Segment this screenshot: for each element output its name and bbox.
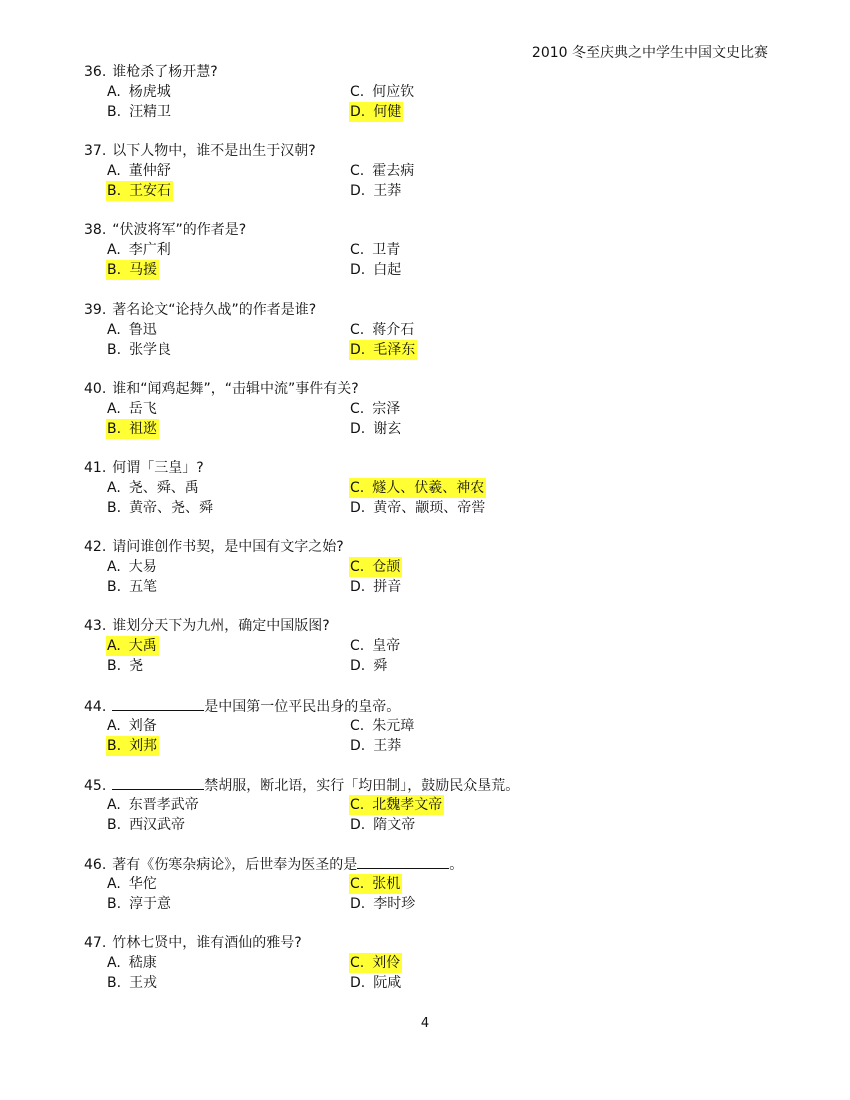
option-text: 霍去病 — [372, 163, 415, 180]
option-letter: D. — [350, 341, 366, 358]
option-text: 大易 — [128, 559, 157, 576]
answer-option — [106, 953, 159, 973]
option-row — [84, 815, 784, 835]
option-letter: D. — [350, 183, 366, 200]
question-prompt-tail: 禁胡服，断北语，实行「均田制」，鼓励民众垦荒。 — [204, 777, 520, 794]
question-number: 36. — [84, 64, 107, 80]
option-letter: D. — [350, 816, 366, 833]
option-text: 蒋介石 — [372, 321, 415, 338]
option-letter: C. — [350, 400, 365, 417]
option-letter: A. — [107, 479, 121, 496]
answer-option — [106, 815, 187, 835]
option-text: 刘备 — [128, 717, 157, 734]
option-row — [84, 953, 784, 973]
option-text: 北魏孝文帝 — [372, 796, 443, 813]
question-47 — [84, 933, 784, 1012]
answer-option — [106, 161, 173, 181]
option-row — [84, 557, 784, 577]
question-prompt: 何谓「三皇」? — [112, 459, 204, 476]
option-letter: D. — [350, 420, 366, 437]
answer-option-correct — [106, 260, 159, 280]
fill-in-blank — [112, 696, 204, 711]
option-text: 仓颉 — [372, 559, 401, 576]
answer-option — [106, 795, 201, 815]
option-text: 华佗 — [128, 875, 157, 892]
question-prompt: 谁和“闻鸡起舞”，“击辑中流”事件有关? — [112, 380, 359, 397]
question-text — [84, 696, 784, 716]
option-text: 大禹 — [128, 638, 157, 655]
option-letter: C. — [350, 796, 365, 813]
answer-option — [349, 240, 402, 260]
answer-option — [349, 716, 416, 736]
option-letter: A. — [107, 717, 121, 734]
answer-option — [349, 736, 403, 756]
option-text: 王安石 — [129, 183, 172, 200]
answer-option — [349, 815, 417, 835]
option-text: 隋文帝 — [373, 816, 416, 833]
answer-option — [106, 102, 173, 122]
option-row — [84, 419, 784, 439]
option-text: 宗泽 — [372, 400, 401, 417]
answer-option-correct — [349, 557, 402, 577]
answer-option-correct — [106, 736, 159, 756]
option-letter: B. — [107, 341, 122, 358]
option-row — [84, 82, 784, 102]
option-text: 黄帝、尧、舜 — [129, 499, 214, 516]
option-text: 祖逖 — [129, 420, 158, 437]
option-letter: B. — [107, 975, 122, 992]
option-letter: C. — [350, 559, 365, 576]
option-text: 汪精卫 — [129, 104, 172, 120]
option-row — [84, 320, 784, 340]
answer-option — [106, 498, 215, 518]
question-46 — [84, 854, 784, 933]
answer-option — [106, 399, 159, 419]
fill-in-blank — [357, 854, 449, 869]
option-letter: B. — [107, 104, 122, 120]
option-text: 王莽 — [373, 183, 402, 200]
question-45 — [84, 775, 784, 854]
answer-option — [106, 320, 159, 340]
answer-option-correct — [349, 795, 444, 815]
option-letter: D. — [350, 262, 366, 279]
question-prompt: 谁划分天下为九州，确定中国版图? — [112, 618, 330, 635]
option-letter: A. — [107, 242, 121, 259]
option-letter: C. — [350, 321, 365, 338]
question-number: 47. — [84, 935, 107, 952]
question-43 — [84, 616, 784, 695]
question-number: 37. — [84, 143, 107, 160]
option-text: 刘伶 — [372, 955, 401, 972]
question-text — [84, 537, 784, 557]
option-text: 鲁迅 — [128, 321, 157, 338]
question-text — [84, 379, 784, 399]
option-row — [84, 181, 784, 201]
question-text — [84, 616, 784, 636]
option-text: 李时珍 — [373, 895, 416, 912]
option-text: 张机 — [372, 875, 401, 892]
answer-option — [349, 419, 403, 439]
fill-in-blank — [112, 775, 204, 790]
option-text: 西汉武帝 — [129, 816, 186, 833]
option-text: 李广利 — [128, 242, 171, 259]
question-prompt: 著名论文“论持久战”的作者是谁? — [112, 301, 317, 318]
question-text — [84, 775, 784, 795]
answer-option-correct — [349, 340, 417, 360]
question-number: 43. — [84, 618, 107, 635]
question-number: 41. — [84, 459, 107, 476]
option-text: 朱元璋 — [372, 717, 415, 734]
answer-option — [106, 82, 173, 102]
option-letter: A. — [107, 796, 121, 813]
option-letter: B. — [107, 420, 122, 437]
question-prompt: 竹林七贤中，谁有酒仙的雅号? — [112, 935, 302, 952]
option-letter: C. — [350, 242, 365, 259]
question-text — [84, 220, 784, 240]
option-letter: D. — [350, 737, 366, 754]
option-text: 马援 — [129, 262, 158, 279]
option-letter: B. — [107, 658, 122, 675]
option-letter: D. — [350, 658, 366, 675]
option-row — [84, 636, 784, 656]
option-text: 卫青 — [372, 242, 401, 259]
option-text: 何健 — [373, 104, 402, 120]
option-letter: D. — [350, 104, 366, 120]
option-text: 东晋孝武帝 — [128, 796, 199, 813]
option-text: 阮咸 — [373, 975, 402, 992]
question-41 — [84, 458, 784, 537]
answer-option — [349, 399, 402, 419]
option-text: 淳于意 — [129, 895, 172, 912]
question-44 — [84, 696, 784, 775]
question-prompt-tail: 。 — [449, 856, 464, 873]
option-text: 王莽 — [373, 737, 402, 754]
option-letter: A. — [107, 559, 121, 576]
option-text: 张学良 — [129, 341, 172, 358]
question-text — [84, 62, 784, 82]
answer-option — [106, 973, 159, 993]
option-letter: B. — [107, 499, 122, 516]
answer-option-correct — [106, 181, 173, 201]
question-prompt: “伏波将军”的作者是? — [112, 222, 247, 239]
question-prompt: 以下人物中，谁不是出生于汉朝? — [112, 143, 316, 160]
option-letter: C. — [350, 84, 365, 100]
option-row — [84, 102, 784, 122]
answer-option — [106, 894, 173, 914]
question-38 — [84, 220, 784, 299]
option-row — [84, 656, 784, 676]
question-prompt: 著有《伤寒杂病论》，后世奉为医圣的是 — [112, 856, 358, 873]
answer-option — [106, 716, 159, 736]
option-letter: C. — [350, 479, 365, 496]
option-text: 何应钦 — [372, 84, 415, 100]
option-letter: A. — [107, 163, 121, 180]
option-letter: B. — [107, 183, 122, 200]
question-42 — [84, 537, 784, 616]
option-letter: A. — [107, 84, 121, 100]
question-number: 40. — [84, 380, 107, 397]
option-row — [84, 973, 784, 993]
option-row — [84, 577, 784, 597]
option-letter: B. — [107, 262, 122, 279]
option-row — [84, 736, 784, 756]
answer-option — [106, 240, 173, 260]
answer-option — [349, 260, 403, 280]
option-letter: B. — [107, 579, 122, 596]
question-text — [84, 141, 784, 161]
question-prompt: 请问谁创作书契，是中国有文字之始? — [112, 539, 344, 556]
answer-option-correct — [349, 953, 402, 973]
option-text: 杨虎城 — [128, 84, 171, 100]
answer-option — [106, 577, 159, 597]
option-row — [84, 161, 784, 181]
answer-option-correct — [106, 636, 159, 656]
answer-option — [106, 874, 159, 894]
option-row — [84, 716, 784, 736]
option-letter: C. — [350, 163, 365, 180]
option-row — [84, 498, 784, 518]
option-letter: C. — [350, 875, 365, 892]
option-row — [84, 894, 784, 914]
option-letter: D. — [350, 579, 366, 596]
option-text: 谢玄 — [373, 420, 402, 437]
question-number: 44. — [84, 698, 107, 715]
option-text: 五笔 — [129, 579, 158, 596]
page-header: 2010 冬至庆典之中学生中国文史比赛 — [531, 45, 768, 61]
answer-option — [349, 82, 416, 102]
option-row — [84, 795, 784, 815]
option-text: 舜 — [373, 658, 388, 675]
option-letter: A. — [107, 638, 121, 655]
page-number: 4 — [420, 1016, 430, 1031]
option-row — [84, 478, 784, 498]
question-list — [84, 62, 784, 1012]
question-37 — [84, 141, 784, 220]
answer-option — [349, 320, 416, 340]
option-text: 毛泽东 — [373, 341, 416, 358]
option-text: 白起 — [373, 262, 402, 279]
option-text: 黄帝、颛顼、帝喾 — [373, 499, 486, 516]
option-letter: A. — [107, 955, 121, 972]
option-text: 皇帝 — [372, 638, 401, 655]
question-39 — [84, 300, 784, 379]
option-row — [84, 340, 784, 360]
question-36 — [84, 62, 784, 141]
option-row — [84, 260, 784, 280]
question-text — [84, 854, 784, 874]
answer-option-correct — [106, 419, 159, 439]
answer-option — [106, 340, 173, 360]
option-letter: A. — [107, 321, 121, 338]
answer-option — [349, 973, 403, 993]
question-text — [84, 458, 784, 478]
question-number: 42. — [84, 539, 107, 556]
question-40 — [84, 379, 784, 458]
option-letter: D. — [350, 895, 366, 912]
answer-option — [349, 181, 403, 201]
question-number: 45. — [84, 777, 107, 794]
answer-option — [106, 557, 159, 577]
question-number: 38. — [84, 222, 107, 239]
answer-option — [106, 656, 145, 676]
answer-option-correct — [349, 478, 486, 498]
option-row — [84, 874, 784, 894]
answer-option — [349, 894, 417, 914]
option-text: 刘邦 — [129, 737, 158, 754]
question-text — [84, 933, 784, 953]
question-prompt-tail: 是中国第一位平民出身的皇帝。 — [204, 698, 401, 715]
option-letter: D. — [350, 975, 366, 992]
option-letter: C. — [350, 955, 365, 972]
option-letter: B. — [107, 816, 122, 833]
option-row — [84, 399, 784, 419]
answer-option — [106, 478, 201, 498]
option-row — [84, 240, 784, 260]
answer-option — [349, 636, 402, 656]
option-letter: A. — [107, 400, 121, 417]
question-prompt: 谁枪杀了杨开慧? — [112, 64, 218, 80]
question-number: 46. — [84, 856, 107, 873]
option-text: 拼音 — [373, 579, 402, 596]
option-text: 嵇康 — [128, 955, 157, 972]
option-letter: D. — [350, 499, 366, 516]
option-letter: B. — [107, 737, 122, 754]
answer-option — [349, 577, 403, 597]
option-text: 燧人、伏羲、神农 — [372, 479, 485, 496]
option-letter: C. — [350, 638, 365, 655]
option-letter: B. — [107, 895, 122, 912]
answer-option-correct — [349, 102, 403, 122]
option-text: 王戎 — [129, 975, 158, 992]
answer-option-correct — [349, 874, 402, 894]
option-text: 尧 — [129, 658, 144, 675]
option-text: 尧、舜、禹 — [128, 479, 199, 496]
answer-option — [349, 498, 487, 518]
answer-option — [349, 161, 416, 181]
answer-option — [349, 656, 389, 676]
option-letter: C. — [350, 717, 365, 734]
option-text: 岳飞 — [128, 400, 157, 417]
question-text — [84, 300, 784, 320]
question-number: 39. — [84, 301, 107, 318]
option-text: 董仲舒 — [128, 163, 171, 180]
option-letter: A. — [107, 875, 121, 892]
